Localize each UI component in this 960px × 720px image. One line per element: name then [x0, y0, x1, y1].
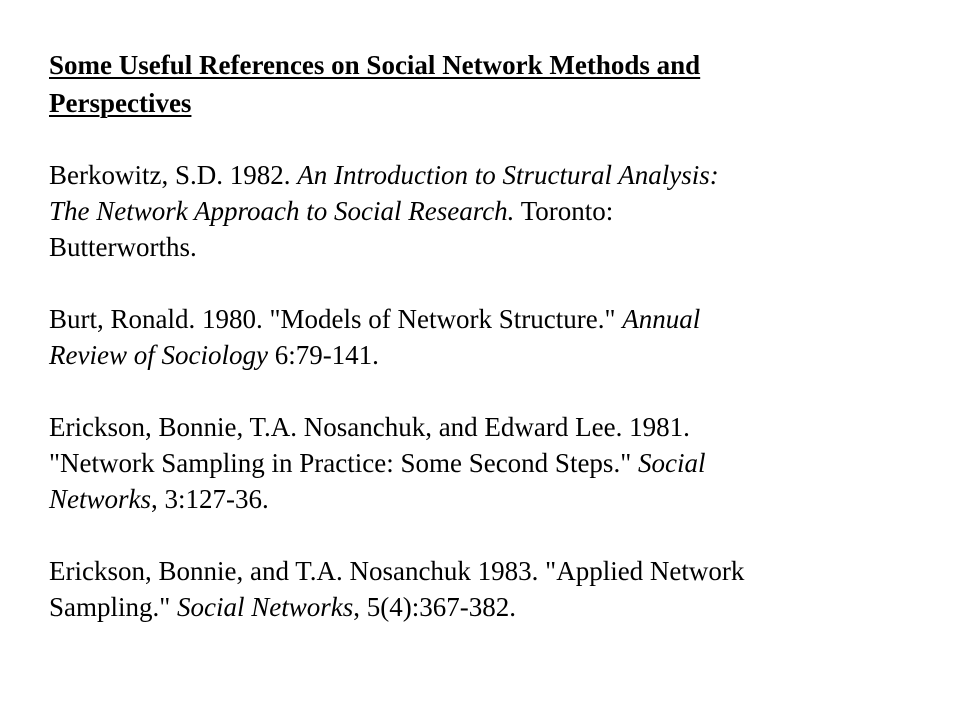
- reference-text: , 5(4):367-382.: [353, 592, 517, 622]
- reference-title: The Network Approach to Social Research.: [49, 196, 515, 226]
- reference-text: Toronto:: [514, 196, 614, 226]
- reference-line: [49, 157, 909, 193]
- references-slide: [49, 46, 909, 625]
- reference-line: [49, 193, 909, 229]
- reference-journal: Social Networks: [177, 592, 354, 622]
- title-line-1: Some Useful References on Social Network Methods and: [49, 50, 701, 80]
- reference-line: [49, 445, 909, 481]
- reference-text: Burt, Ronald. 1980. "Models of Network Structure.": [49, 304, 623, 334]
- reference-line: [49, 301, 909, 337]
- reference-title: An Introduction to Structural Analysis:: [297, 160, 719, 190]
- reference-journal: Review of Sociology: [49, 340, 268, 370]
- reference-erickson-1981: [49, 409, 909, 517]
- reference-text: Erickson, Bonnie, T.A. Nosanchuk, and Edward Lee. 1981.: [49, 412, 690, 442]
- reference-berkowitz: [49, 157, 909, 265]
- reference-journal: Networks: [49, 484, 152, 514]
- reference-line: [49, 337, 909, 373]
- reference-text: "Network Sampling in Practice: Some Second Steps.": [49, 448, 638, 478]
- reference-text: Butterworths.: [49, 232, 197, 262]
- reference-text: , 3:127-36.: [151, 484, 269, 514]
- reference-text: 6:79-141.: [267, 340, 379, 370]
- reference-journal: Annual: [622, 304, 701, 334]
- title-line-2: Perspectives: [49, 88, 192, 118]
- reference-text: Berkowitz, S.D. 1982.: [49, 160, 298, 190]
- page-title: [49, 46, 909, 122]
- reference-erickson-1983: [49, 553, 909, 625]
- reference-burt: [49, 301, 909, 373]
- reference-journal: Social: [637, 448, 706, 478]
- reference-text: Erickson, Bonnie, and T.A. Nosanchuk 1983. "Applied Network: [49, 556, 745, 586]
- reference-line: [49, 481, 909, 517]
- reference-text: Sampling.": [49, 592, 178, 622]
- reference-line: [49, 589, 909, 625]
